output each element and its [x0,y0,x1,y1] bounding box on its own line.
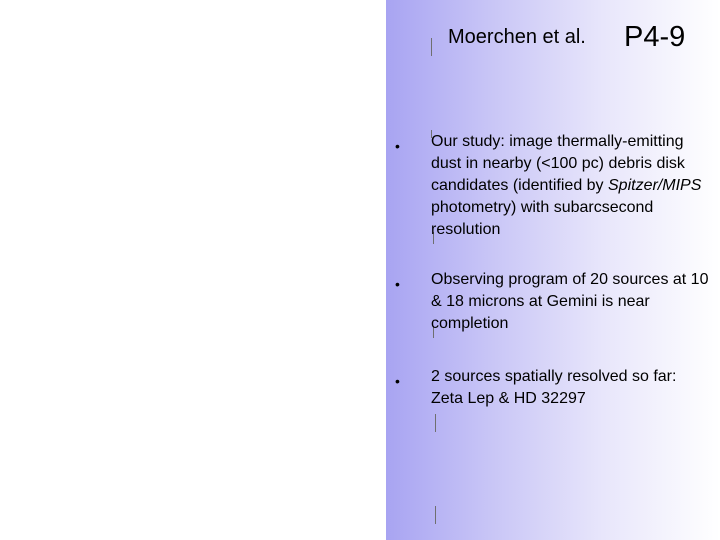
instrument-name: Spitzer/MIPS [608,177,702,194]
guide-tick [435,414,436,432]
bullet-marker: • [395,276,400,292]
poster-code: P4-9 [624,21,686,53]
bullet-text-part: Our study: image thermally-emitting dust in nearby (<100 pc) debris disk candidates (identified by [431,133,685,194]
author-label: Moerchen et al. [448,26,586,48]
guide-tick [431,38,432,56]
guide-tick [435,506,436,524]
bullet-marker: • [395,373,400,389]
bullet-item-program: Observing program of 20 sources at 10 & 18 microns at Gemini is near completion [431,271,709,332]
bullet-item-resolved: 2 sources spatially resolved so far: Zeta Lep & HD 32297 [431,368,677,407]
bullet-item-study [431,131,711,241]
bullet-marker: • [395,138,400,154]
bullet-text-part: photometry) with subarcsecond resolution [431,199,654,238]
